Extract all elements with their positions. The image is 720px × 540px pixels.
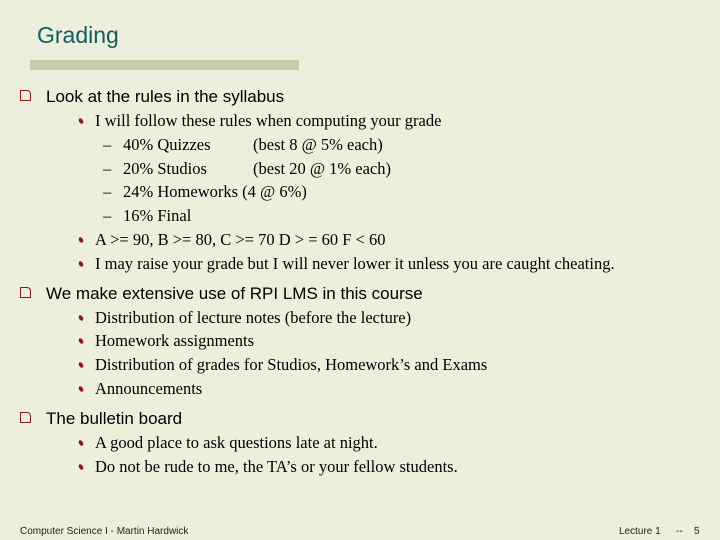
list-item xyxy=(75,254,615,274)
dash-bullet: – xyxy=(103,206,112,225)
section-heading-syllabus xyxy=(20,87,284,107)
dash-bullet: – xyxy=(103,182,112,201)
heading-text: The bulletin board xyxy=(46,409,183,428)
checkbox-bullet-icon xyxy=(20,90,31,101)
section-heading-lms xyxy=(20,284,423,304)
list-item-text: A >= 90, B >= 80, C >= 70 D > = 60 F < 60 xyxy=(95,230,386,249)
list-item xyxy=(75,457,458,477)
list-item xyxy=(75,308,411,328)
footer-course: Computer Science I - Martin Hardwick xyxy=(20,526,189,537)
heading-text: We make extensive use of RPI LMS in this course xyxy=(46,284,423,303)
bullet-icon xyxy=(78,117,84,124)
dash-bullet: – xyxy=(103,159,112,178)
grade-label: 40% Quizzes xyxy=(123,135,211,154)
list-item-text: Distribution of lecture notes (before the lecture) xyxy=(95,308,412,327)
list-item-text: I may raise your grade but I will never lower it unless you are caught cheating. xyxy=(95,254,615,273)
section-heading-bulletin-board xyxy=(20,409,182,429)
title-underline xyxy=(30,60,299,70)
bullet-icon xyxy=(78,439,84,446)
grade-label: 16% Final xyxy=(123,206,192,225)
grade-detail: (best 20 @ 1% each) xyxy=(253,159,391,178)
grade-item-quizzes xyxy=(103,135,383,155)
grade-item-homeworks xyxy=(103,182,307,202)
list-item-text: Distribution of grades for Studios, Homework’s and Exams xyxy=(95,355,488,374)
list-item xyxy=(75,355,487,375)
list-item xyxy=(75,331,254,351)
list-item xyxy=(75,433,378,453)
bullet-icon xyxy=(78,314,84,321)
list-item-text: I will follow these rules when computing your grade xyxy=(95,111,442,130)
grade-item-final xyxy=(103,206,191,226)
list-item xyxy=(75,379,202,399)
dash-bullet: – xyxy=(103,135,112,154)
grade-label: 24% Homeworks xyxy=(123,182,239,201)
grade-detail: (best 8 @ 5% each) xyxy=(253,135,383,154)
list-item-text: Homework assignments xyxy=(95,331,255,350)
bullet-icon xyxy=(78,361,84,368)
bullet-icon xyxy=(78,463,84,470)
list-item xyxy=(75,230,385,250)
footer-separator: -- xyxy=(676,526,683,537)
list-item-text: Announcements xyxy=(95,379,203,398)
grade-detail: (4 @ 6%) xyxy=(242,182,307,201)
list-item-text: A good place to ask questions late at night. xyxy=(95,433,378,452)
checkbox-bullet-icon xyxy=(20,287,31,298)
heading-text: Look at the rules in the syllabus xyxy=(46,87,285,106)
footer-lecture: Lecture 1 xyxy=(619,526,661,537)
grade-item-studios xyxy=(103,159,391,179)
bullet-icon xyxy=(78,385,84,392)
bullet-icon xyxy=(78,337,84,344)
footer-page-number: 5 xyxy=(694,526,700,537)
checkbox-bullet-icon xyxy=(20,412,31,423)
bullet-icon xyxy=(78,260,84,267)
grade-label: 20% Studios xyxy=(123,159,207,178)
slide-title: Grading xyxy=(37,22,119,48)
bullet-icon xyxy=(78,236,84,243)
list-item-text: Do not be rude to me, the TA’s or your fellow students. xyxy=(95,457,458,476)
list-item xyxy=(75,111,441,131)
